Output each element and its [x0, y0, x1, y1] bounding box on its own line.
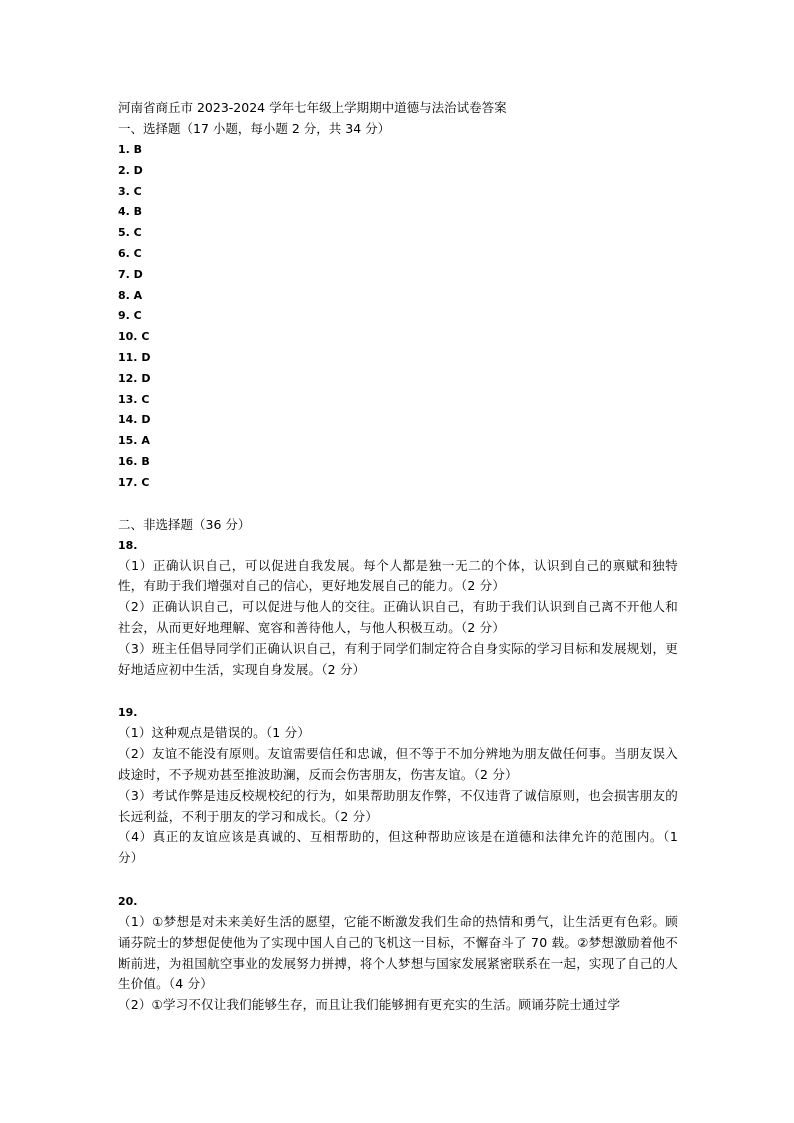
question-20: [118, 891, 678, 1016]
answer-paragraph: （2）友谊不能没有原则。友谊需要信任和忠诚，但不等于不加分辨地为朋友做任何事。当朋友误入歧途时，不予规劝甚至推波助澜，反而会伤害朋友，伤害友谊。（2 分）: [118, 746, 678, 782]
question-number: 20.: [118, 894, 138, 908]
answer-item: 5. C: [118, 226, 142, 240]
answer-item: 16. B: [118, 454, 150, 468]
answer-paragraph: （2）正确认识自己，可以促进与他人的交往。正确认识自己，有助于我们认识到自己离不开他人和社会，从而更好地理解、宽容和善待他人，与他人积极互动。（2 分）: [118, 599, 678, 635]
answer-paragraph: （1）①梦想是对未来美好生活的愿望，它能不断激发我们生命的热情和勇气，让生活更有色彩。顾诵芬院士的梦想促使他为了实现中国人自己的飞机这一目标，不懈奋斗了 70 载。②梦想激励着他不断前进，为祖国航空事业的发展努力拼搏，将个人梦想与国家发展紧密联系在一起，实现了自己的人生价值。（4 分）: [118, 913, 678, 992]
answer-item: 1. B: [118, 143, 143, 156]
question-19: [118, 702, 678, 869]
answer-list: [118, 140, 678, 494]
answer-paragraph: （3）考试作弊是违反校规校纪的行为，如果帮助朋友作弊，不仅违背了诚信原则，也会损害朋友的长远利益，不利于朋友的学习和成长。（2 分）: [118, 787, 678, 824]
answer-item: 4. B: [118, 205, 143, 219]
section-heading-choice: 一、选择题（17 小题，每小题 2 分，共 34 分）: [118, 121, 391, 136]
answer-item: 7. D: [118, 267, 143, 281]
answer-item: 14. D: [118, 413, 151, 427]
question-number: 19.: [118, 706, 138, 720]
question-number: 18.: [118, 538, 138, 552]
answer-item: 6. C: [118, 246, 142, 260]
answer-paragraph: （1）正确认识自己，可以促进自我发展。每个人都是独一无二的个体，认识到自己的禀赋和独特性，有助于我们增强对自己的信心，更好地发展自己的能力。（2 分）: [118, 557, 678, 594]
answer-item: 3. C: [118, 184, 142, 198]
answer-item: 12. D: [118, 371, 151, 385]
answer-item: 8. A: [118, 288, 143, 302]
answer-item: 13. C: [118, 392, 150, 406]
answer-item: 9. C: [118, 309, 142, 323]
answer-item: 15. A: [118, 434, 150, 448]
question-18: [118, 535, 678, 681]
answer-item: 2. D: [118, 163, 143, 177]
document-title: 河南省商丘市 2023-2024 学年七年级上学期期中道德与法治试卷答案: [118, 100, 507, 115]
answer-item: 17. C: [118, 475, 150, 489]
answer-paragraph: （4）真正的友谊应该是真诚的、互相帮助的，但这种帮助应该是在道德和法律允许的范围内。（1 分）: [118, 829, 678, 866]
answer-item: 10. C: [118, 330, 150, 344]
answer-paragraph: （2）①学习不仅让我们能够生存，而且让我们能够拥有更充实的生活。顾诵芬院士通过学: [118, 997, 621, 1013]
answer-paragraph: （1）这种观点是错误的。（1 分）: [118, 725, 311, 741]
answer-paragraph: （3）班主任倡导同学们正确认识自己，有利于同学们制定符合自身实际的学习目标和发展规划，更好地适应初中生活，实现自身发展。（2 分）: [118, 640, 678, 677]
section-heading-nonchoice: 二、非选择题（36 分）: [118, 516, 251, 532]
answer-document: [118, 98, 678, 1016]
answer-item: 11. D: [118, 350, 151, 364]
